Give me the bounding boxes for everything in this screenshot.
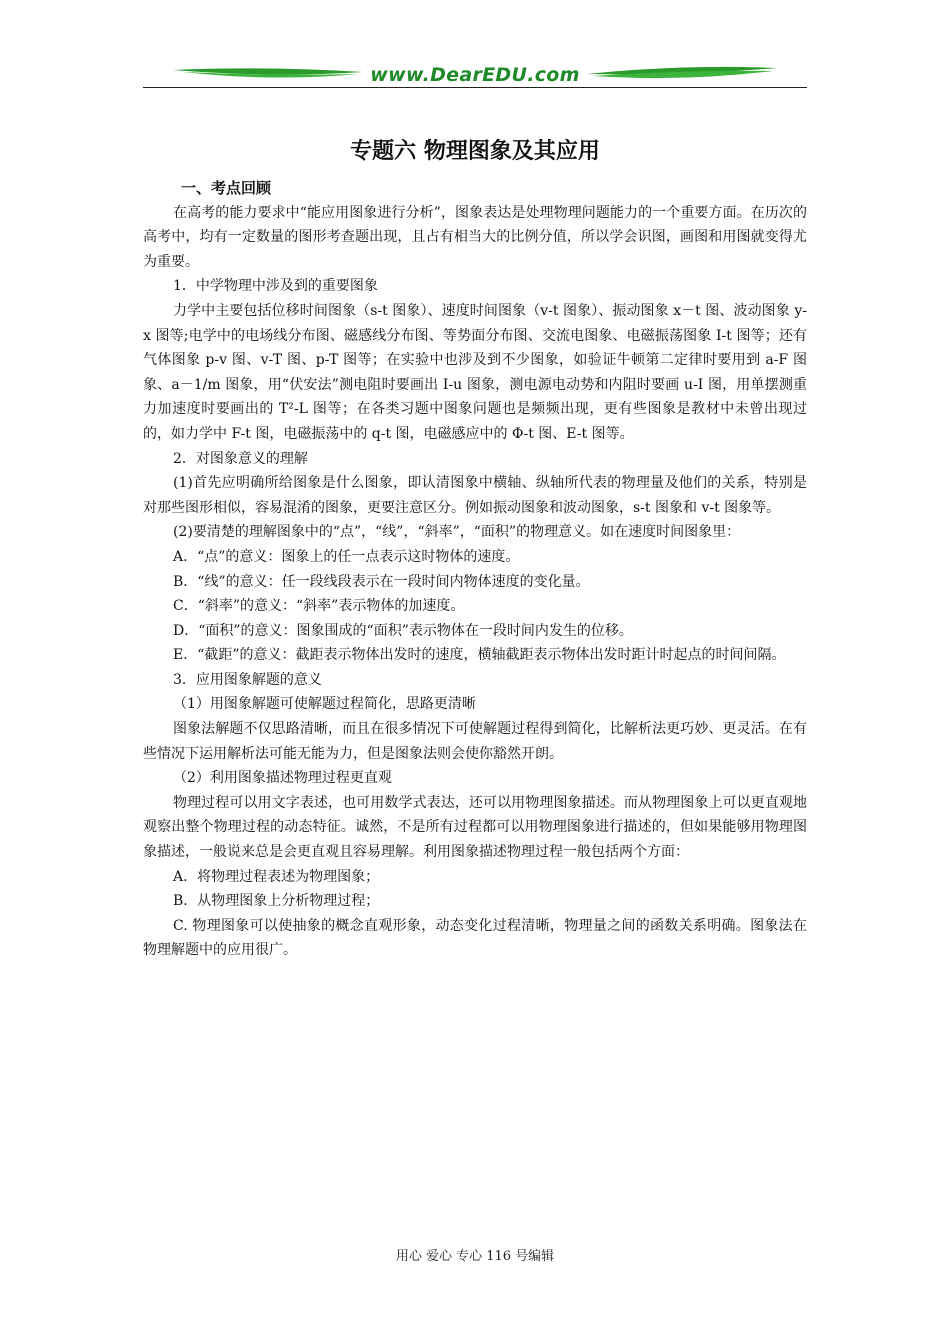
paragraph: B．从物理图象上分析物理过程； [173, 893, 380, 910]
section-heading: 一、考点回顾 [181, 179, 272, 197]
paragraph: A．将物理过程表述为物理图象； [173, 868, 380, 885]
paragraph: C. 物理图象可以使抽象的概念直观形象，动态变化过程清晰，物理量之间的函数关系明确。图象法在物理解题中的应用很广。 [143, 917, 807, 959]
paragraph: (1)首先应明确所给图象是什么图象，即认清图象中横轴、纵轴所代表的物理量及他们的关系，特别是对那些图形相似，容易混淆的图象，更要注意区分。例如振动图象和波动图象，s-t 图象和 v-t 图象等。 [143, 475, 807, 516]
header-rule [143, 87, 807, 88]
paragraph: 3．应用图象解题的意义 [173, 671, 322, 688]
paragraph: D．“面积”的意义：图象围成的“面积”表示物体在一段时间内发生的位移。 [173, 622, 633, 639]
paragraph: (2)要清楚的理解图象中的“点”，“线”，“斜率”，“面积”的物理意义。如在速度时间图象里： [173, 524, 741, 541]
document-body [143, 176, 807, 963]
paragraph: 1．中学物理中涉及到的重要图象 [173, 278, 378, 295]
paragraph: 图象法解题不仅思路清晰，而且在很多情况下可使解题过程得到简化，比解析法更巧妙、更灵活。在有些情况下运用解析法可能无能为力，但是图象法则会使你豁然开朗。 [143, 721, 807, 762]
document-title: 专题六 物理图象及其应用 [350, 138, 600, 164]
paragraph: E．“截距”的意义：截距表示物体出发时的速度，横轴截距表示物体出发时距计时起点的时间间隔。 [173, 647, 786, 664]
paragraph: C．“斜率”的意义：“斜率”表示物体的加速度。 [173, 598, 465, 615]
paragraph: B．“线”的意义：任一段线段表示在一段时间内物体速度的变化量。 [173, 573, 590, 590]
page-footer: 用心 爱心 专心 116 号编辑 [395, 1249, 555, 1264]
site-logo-text: www.DearEDU.com [370, 64, 580, 86]
page-header [143, 62, 807, 90]
paragraph: 在高考的能力要求中“能应用图象进行分析”，图象表达是处理物理问题能力的一个重要方面。在历次的高考中，均有一定数量的图形考查题出现，且占有相当大的比例分值，所以学会识图，画图和用图就变得尤为重要。 [143, 204, 807, 270]
paragraph: 2．对图象意义的理解 [173, 450, 308, 467]
paragraph: （2）利用图象描述物理过程更直观 [173, 770, 392, 787]
paragraph: A．“点”的意义：图象上的任一点表示这时物体的速度。 [173, 548, 520, 565]
paragraph: 力学中主要包括位移时间图象（s-t 图象）、速度时间图象（v-t 图象）、振动图象 x－t 图、波动图象 y-x 图等;电学中的电场线分布图、磁感线分布图、等势面分布图、交流电图象、电磁振荡图象 I-t 图等；还有气体图象 p-v 图、v-T 图、p-T 图等；在实验中也涉及到不少图象，如验证牛顿第二定律时要用到 a-F 图象、a－1/m 图象，用“伏安法”测电阻时要画出 I-u 图象，测电源电动势和内阻时要画 u-I 图，用单摆测重力加速度时要画出的 T²-L 图等；在各类习题中图象问题也是频频出现，更有些图象是教材中未曾出现过的，如力学中 F-t 图，电磁振荡中的 q-t 图，电磁感应中的 Φ-t 图、E-t 图等。 [143, 302, 807, 442]
paragraph: （1）用图象解题可使解题过程简化，思路更清晰 [173, 696, 476, 713]
paragraph: 物理过程可以用文字表述，也可用数学式表达，还可以用物理图象描述。而从物理图象上可以更直观地观察出整个物理过程的动态特征。诚然，不是所有过程都可以用物理图象进行描述的，但如果能够用物理图象描述，一般说来总是会更直观且容易理解。利用图象描述物理过程一般包括两个方面： [143, 794, 807, 861]
